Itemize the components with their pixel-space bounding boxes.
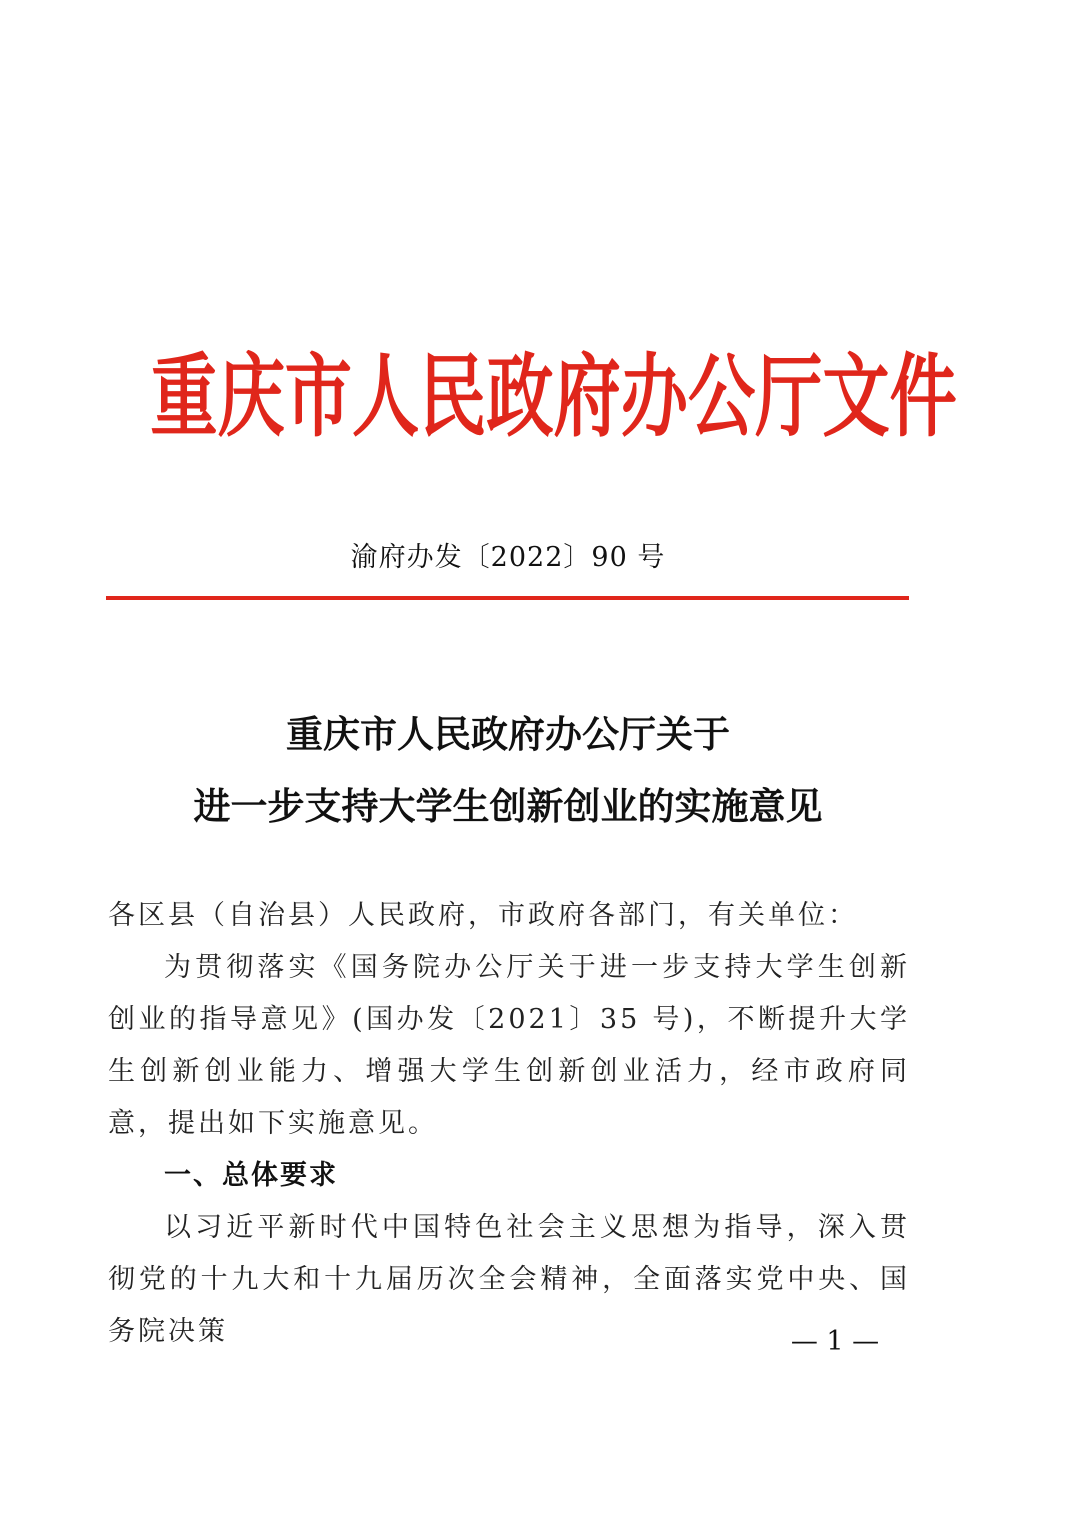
section-paragraph: 以习近平新时代中国特色社会主义思想为指导，深入贯彻党的十九大和十九届历次全会精神，全面落实党中央、国务院决策 — [108, 1212, 910, 1347]
section-heading: 一、总体要求 — [164, 1160, 338, 1191]
document-title-line-1: 重庆市人民政府办公厅关于 — [286, 712, 730, 756]
issuer-header-title: 重庆市人民政府办公厅文件 — [150, 343, 957, 449]
red-divider-line — [106, 596, 909, 600]
intro-paragraph: 为贯彻落实《国务院办公厅关于进一步支持大学生创新创业的指导意见》(国办发〔2021〕35 号)，不断提升大学生创新创业能力、增强大学生创新创业活力，经市政府同意，提出如下实施意见。 — [108, 952, 910, 1139]
document-number: 渝府办发〔2022〕90 号 — [350, 542, 666, 573]
salutation: 各区县（自治县）人民政府，市政府各部门，有关单位： — [108, 900, 858, 931]
document-body — [108, 890, 910, 1358]
document-title-line-2: 进一步支持大学生创新创业的实施意见 — [193, 784, 823, 828]
page-number: — 1 — — [790, 1326, 880, 1357]
